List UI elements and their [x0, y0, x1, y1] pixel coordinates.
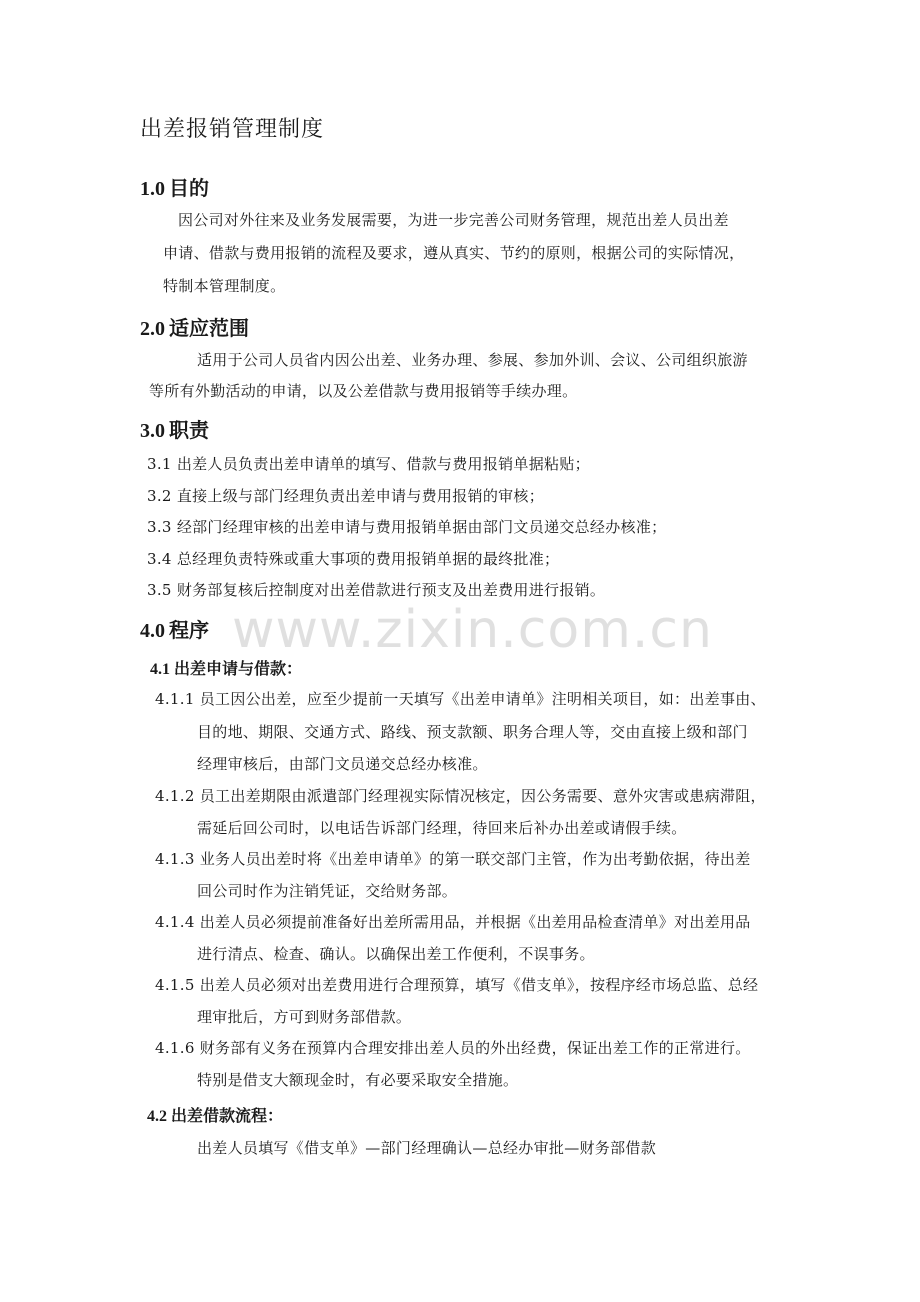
paragraph-line: 因公司对外往来及业务发展需要，为进一步完善公司财务管理，规范出差人员出差 — [178, 211, 729, 229]
paragraph-line: 等所有外勤活动的申请，以及公差借款与费用报销等手续办理。 — [149, 382, 578, 400]
paragraph-line: 特制本管理制度。 — [163, 277, 286, 295]
watermark: www.zixin.com.cn — [232, 600, 713, 660]
section-3-heading — [140, 414, 209, 443]
process-flow-text: 出差人员填写《借支单》—部门经理确认—总经办审批—财务部借款 — [197, 1139, 657, 1157]
section-number: 2.0 — [140, 318, 165, 340]
paragraph-line: 适用于公司人员省内因公出差、业务办理、参展、参加外训、会议、公司组织旅游 — [197, 351, 748, 369]
section-2-heading — [140, 312, 249, 341]
list-item-continuation: 需延后回公司时，以电话告诉部门经理，待回来后补办出差或请假手续。 — [197, 819, 687, 837]
subsection-title: 出差申请与借款： — [174, 659, 303, 678]
list-item-continuation: 进行清点、检查、确认。以确保出差工作便利，不误事务。 — [197, 945, 595, 963]
section-title: 目的 — [169, 176, 209, 200]
subsection-4-1-heading — [150, 656, 302, 679]
section-1-heading — [140, 172, 209, 201]
subsection-number: 4.2 — [147, 1108, 167, 1125]
paragraph-line: 申请、借款与费用报销的流程及要求，遵从真实、节约的原则，根据公司的实际情况， — [163, 244, 745, 262]
section-number: 3.0 — [140, 420, 165, 442]
list-item: 3.4 总经理负责特殊或重大事项的费用报销单据的最终批准； — [147, 550, 560, 568]
list-item: 3.5 财务部复核后控制度对出差借款进行预支及出差费用进行报销。 — [147, 581, 606, 599]
section-4-heading — [140, 614, 209, 643]
subsection-number: 4.1 — [150, 661, 170, 678]
list-item: 4.1.5 出差人员必须对出差费用进行合理预算，填写《借支单》，按程序经市场总监、总经 — [155, 976, 759, 994]
list-item: 4.1.4 出差人员必须提前准备好出差所需用品，并根据《出差用品检查清单》对出差用品 — [155, 913, 751, 931]
list-item-continuation: 回公司时作为注销凭证，交给财务部。 — [197, 882, 458, 900]
list-item: 4.1.6 财务部有义务在预算内合理安排出差人员的外出经费，保证出差工作的正常进行。 — [155, 1039, 751, 1057]
section-title: 程序 — [169, 618, 209, 642]
section-number: 1.0 — [140, 178, 165, 200]
section-title: 职责 — [169, 418, 209, 442]
list-item: 4.1.2 员工出差期限由派遣部门经理视实际情况核定，因公务需要、意外灾害或患病滞阻， — [155, 787, 766, 805]
list-item: 4.1.3 业务人员出差时将《出差申请单》的第一联交部门主管，作为出考勤依据，待出差 — [155, 850, 751, 868]
section-title: 适应范围 — [169, 316, 249, 340]
list-item-continuation: 特别是借支大额现金时，有必要采取安全措施。 — [197, 1071, 519, 1089]
list-item-continuation: 理审批后，方可到财务部借款。 — [197, 1008, 412, 1026]
subsection-4-2-heading — [147, 1103, 283, 1126]
section-number: 4.0 — [140, 620, 165, 642]
list-item: 3.3 经部门经理审核的出差申请与费用报销单据由部门文员递交总经办核准； — [147, 518, 667, 536]
list-item: 3.1 出差人员负责出差申请单的填写、借款与费用报销单据粘贴； — [147, 455, 590, 473]
list-item-continuation: 经理审核后，由部门文员递交总经办核准。 — [197, 755, 488, 773]
list-item: 3.2 直接上级与部门经理负责出差申请与费用报销的审核； — [147, 487, 545, 505]
document-title: 出差报销管理制度 — [140, 117, 325, 142]
subsection-title: 出差借款流程： — [171, 1106, 284, 1125]
list-item-continuation: 目的地、期限、交通方式、路线、预支款额、职务合理人等，交由直接上级和部门 — [197, 723, 748, 741]
list-item: 4.1.1 员工因公出差，应至少提前一天填写《出差申请单》注明相关项目，如：出差事由、 — [155, 690, 766, 708]
